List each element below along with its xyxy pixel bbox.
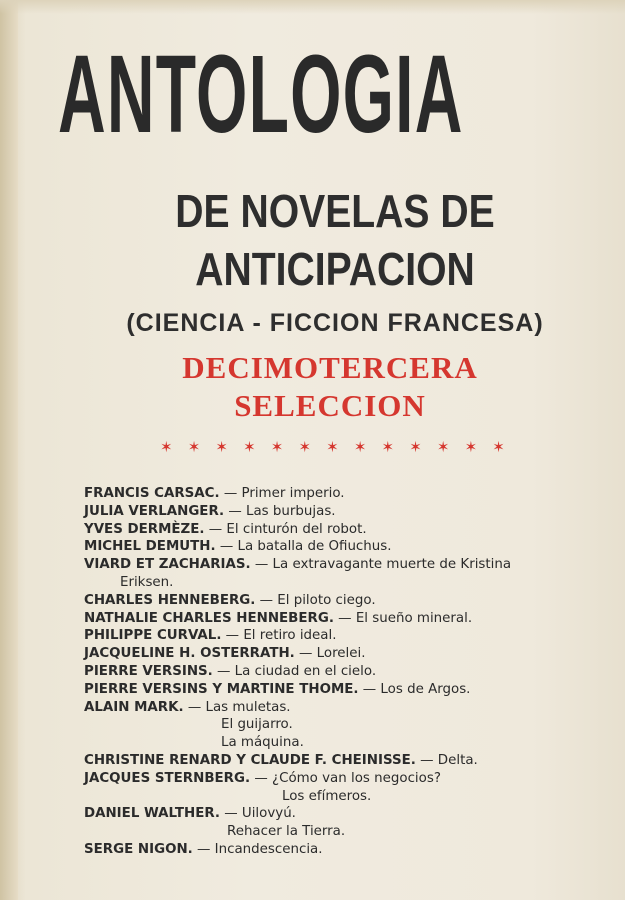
- entry-title: El piloto ciego.: [277, 592, 376, 608]
- contents-entry: [84, 663, 564, 681]
- contents-entry: [84, 841, 564, 859]
- entry-author: PIERRE VERSINS Y MARTINE THOME.: [84, 681, 359, 697]
- entry-author: PHILIPPE CURVAL.: [84, 628, 222, 644]
- contents-entry: [84, 699, 564, 717]
- contents-entry: [84, 770, 564, 788]
- entry-title: El sueño mineral.: [355, 610, 473, 626]
- spine-shadow: [0, 0, 18, 900]
- entry-author: YVES DERMÈZE.: [84, 521, 205, 537]
- entry-author: JULIA VERLANGER.: [84, 503, 225, 519]
- entry-extra-title: Los efímeros.: [282, 788, 372, 804]
- star-icon: ✶: [326, 439, 339, 456]
- entry-title: Uilovyú.: [241, 806, 296, 822]
- entry-author: SERGE NIGON.: [84, 841, 193, 857]
- entry-author: FRANCIS CARSAC.: [84, 486, 220, 501]
- entry-separator: —: [358, 681, 381, 697]
- top-edge-shadow: [0, 0, 625, 14]
- selection-line-2: SELECCION: [234, 388, 426, 423]
- entry-separator: —: [255, 592, 278, 608]
- entry-title: La extravagante muerte de Kristina: [272, 557, 512, 573]
- entry-title: La batalla de Ofiuchus.: [237, 539, 392, 555]
- star-icon: ✶: [215, 439, 228, 456]
- star-icon: ✶: [160, 439, 173, 456]
- subtitle-line-2: ANTICIPACION: [195, 243, 475, 295]
- entry-separator: —: [333, 610, 356, 626]
- entry-title: El cinturón del robot.: [226, 521, 367, 537]
- entry-author: VIARD ET ZACHARIAS.: [84, 557, 251, 573]
- entry-title: Primer imperio.: [241, 486, 345, 501]
- entry-separator: —: [294, 646, 317, 662]
- contents-entry: [84, 752, 564, 770]
- entry-author: JACQUELINE H. OSTERRATH.: [84, 646, 295, 662]
- entry-author: CHARLES HENNEBERG.: [84, 592, 256, 608]
- entry-separator: —: [183, 699, 206, 715]
- selection-line-1: DECIMOTERCERA: [182, 350, 478, 385]
- contents-entry: [84, 610, 564, 628]
- entry-separator: —: [192, 841, 215, 857]
- entry-separator: —: [212, 663, 235, 679]
- contents-entry: [84, 538, 564, 556]
- entry-author: MICHEL DEMUTH.: [84, 539, 216, 555]
- star-icon: ✶: [353, 439, 367, 456]
- entry-separator: —: [215, 539, 238, 555]
- entry-title: La ciudad en el cielo.: [234, 663, 377, 679]
- contents-entry: [84, 521, 564, 539]
- entry-author: PIERRE VERSINS.: [84, 663, 213, 679]
- entry-separator: —: [415, 752, 438, 768]
- entry-title: Incandescencia.: [214, 841, 323, 857]
- entry-separator: —: [219, 486, 242, 501]
- entry-author: ALAIN MARK.: [84, 699, 184, 715]
- star-icon: ✶: [381, 439, 395, 456]
- entry-author: DANIEL WALTHER.: [84, 806, 220, 822]
- subtitle-line-1: DE NOVELAS DE: [175, 185, 495, 237]
- entry-author: NATHALIE CHARLES HENNEBERG.: [84, 610, 334, 626]
- star-icon: ✶: [270, 439, 284, 456]
- star-divider: [160, 436, 505, 460]
- star-icon: ✶: [464, 439, 478, 456]
- contents-entry: [84, 556, 564, 574]
- entry-author: CHRISTINE RENARD Y CLAUDE F. CHEINISSE.: [84, 752, 416, 768]
- contents-entry: [84, 805, 564, 823]
- entry-separator: —: [221, 628, 244, 644]
- subtitle-line-3: (CIENCIA - FICCION FRANCESA): [126, 309, 544, 337]
- contents-entry: [84, 681, 564, 699]
- entry-title: Las muletas.: [205, 699, 291, 715]
- entry-extra-title: El guijarro.: [221, 717, 293, 733]
- contents-entry: [84, 485, 564, 503]
- star-icon: ✶: [492, 439, 505, 456]
- entry-separator: —: [224, 503, 247, 519]
- contents-entry: [84, 645, 564, 663]
- star-icon: ✶: [409, 439, 422, 456]
- entry-title: Los de Argos.: [380, 681, 471, 697]
- entry-separator: —: [250, 770, 272, 786]
- entry-extra-title: La máquina.: [221, 735, 304, 751]
- entry-title: El retiro ideal.: [243, 628, 337, 644]
- entry-separator: —: [204, 521, 227, 537]
- entry-title: Las burbujas.: [246, 503, 336, 519]
- star-icon: ✶: [243, 439, 256, 456]
- entry-author: JACQUES STERNBERG.: [84, 770, 251, 786]
- cover-title: ANTOLOGIA: [58, 33, 464, 156]
- entry-title: Lorelei.: [316, 646, 366, 662]
- star-icon: ✶: [436, 439, 450, 456]
- entry-separator: —: [250, 557, 273, 573]
- entry-title-continuation: Eriksen.: [120, 574, 174, 590]
- entry-separator: —: [220, 806, 242, 822]
- contents-entry: [84, 503, 564, 521]
- table-of-contents: [84, 485, 564, 859]
- contents-entry: [84, 592, 564, 610]
- star-icon: ✶: [187, 439, 201, 456]
- entry-title: ¿Cómo van los negocios?: [271, 770, 441, 786]
- entry-title: Delta.: [437, 752, 478, 768]
- entry-extra-title: Rehacer la Tierra.: [227, 824, 346, 840]
- star-icon: ✶: [298, 439, 312, 456]
- contents-entry: [84, 627, 564, 645]
